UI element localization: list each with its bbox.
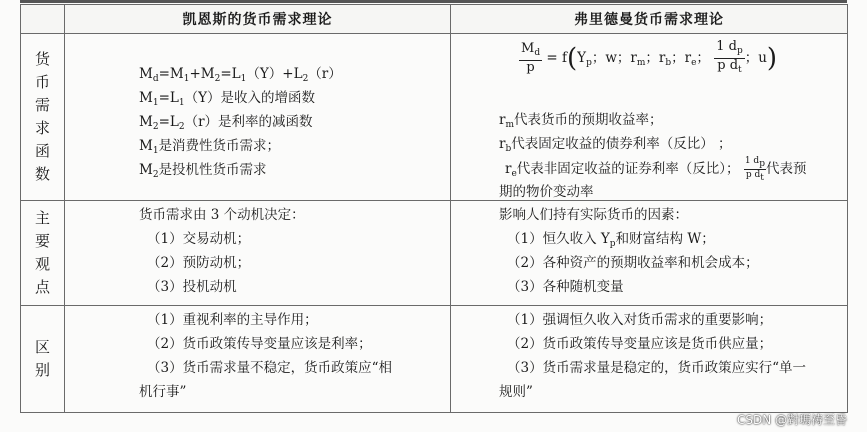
- row-differences: [21, 306, 848, 413]
- keynes-motive-2: （2）预防动机；: [147, 255, 251, 271]
- label-char: 币: [34, 73, 50, 91]
- keynes-function-cell: [65, 34, 451, 201]
- keynes-l1-line: $M_1=L_1(Y)$是收入的增函数: [139, 90, 315, 108]
- keynes-m2-line: $M_2$是投机性货币需求: [139, 162, 267, 180]
- label-char: 区: [34, 338, 50, 356]
- label-char: 数: [34, 165, 50, 183]
- friedman-views-cell: [451, 201, 848, 306]
- dp-dt-fraction: $\frac{1 d_p}{p d_t}$: [716, 39, 743, 75]
- label-char: 求: [34, 119, 50, 137]
- label-char: 货: [34, 50, 50, 68]
- keynes-l2-line: $M_2=L_2(r)$是利率的减函数: [139, 114, 313, 132]
- label-char: 要: [34, 232, 50, 250]
- label-char: 需: [34, 96, 50, 114]
- row-label-demand-function: [21, 34, 65, 201]
- friedman-rm-line: $r_m$代表货币的预期收益率；: [499, 112, 663, 130]
- row-label-main-views: [21, 201, 65, 306]
- inflation-fraction: $\frac{1 d_p}{p d_t}$: [744, 156, 765, 183]
- header-blank: [21, 5, 65, 34]
- row-main-views: [21, 201, 848, 306]
- friedman-function-cell: [451, 34, 848, 201]
- keynes-motive-1: （1）交易动机；: [147, 231, 251, 247]
- watermark: CSDN @對瑪祷至昏: [736, 413, 847, 427]
- friedman-factor-3: （3）各种随机变量: [507, 279, 624, 295]
- friedman-factor-1: （1）恒久收入 $Y_p$和财富结构 W；: [507, 231, 715, 249]
- keynes-motive-3: （3）投机动机: [147, 279, 237, 295]
- friedman-rb-line: $r_b$代表固定收益的债券利率（反比） ；: [499, 136, 732, 154]
- keynes-equation: $M_d=M_1+M_2=L_1(Y)+L_2(r)$: [139, 66, 342, 84]
- label-char: 观: [34, 255, 50, 273]
- friedman-diff-3-cont: 规则”: [499, 384, 533, 400]
- comparison-table: [20, 4, 848, 413]
- keynes-differences-cell: [65, 306, 451, 413]
- label-char: 函: [34, 142, 50, 160]
- keynes-diff-3: （3）货币需求量不稳定，货币政策应“相: [147, 360, 392, 376]
- friedman-factor-2: （2）各种资产的预期收益率和机会成本；: [507, 255, 759, 271]
- label-char: 主: [34, 209, 50, 227]
- top-rule: [20, 0, 847, 3]
- label-char: 点: [34, 278, 50, 296]
- header-keynes: 凯恩斯的货币需求理论: [65, 5, 451, 34]
- friedman-re-line: $r_e$代表非固定收益的证券利率（反比）； $\frac{1 d_p}{p d_t}$ 代表预: [505, 156, 807, 183]
- keynes-diff-3-cont: 机行事”: [139, 384, 187, 400]
- row-label-differences: [21, 306, 65, 413]
- keynes-m1-line: $M_1$是消费性货币需求；: [139, 138, 281, 156]
- friedman-diff-1: （1）强调恒久收入对货币需求的重要影响；: [507, 312, 773, 328]
- keynes-views-cell: [65, 201, 451, 306]
- label-char: 别: [34, 361, 50, 379]
- header-row: [21, 5, 848, 34]
- md-over-p-fraction: $\frac{M_d}{p}$: [521, 41, 541, 75]
- friedman-views-intro: 影响人们持有实际货币的因素：: [499, 207, 688, 223]
- friedman-formula: $\frac{M_d}{p}$ = $f(Y_p$；w；$r_m$；$r_b$；$r_e$； $\frac{1 d_p}{p d_t}$ ；u): [521, 39, 778, 75]
- row-demand-function: [21, 34, 848, 201]
- friedman-differences-cell: [451, 306, 848, 413]
- keynes-diff-2: （2）货币政策传导变量应该是利率；: [147, 336, 372, 352]
- header-friedman: 弗里德曼货币需求理论: [451, 5, 848, 34]
- friedman-diff-3: （3）货币需求量是稳定的，货币政策应实行“单一: [507, 360, 806, 376]
- friedman-diff-2: （2）货币政策传导变量应该是货币供应量；: [507, 336, 773, 352]
- friedman-inflation-line: 期的物价变动率: [499, 184, 594, 200]
- keynes-diff-1: （1）重视利率的主导作用；: [147, 312, 318, 328]
- keynes-views-intro: 货币需求由 3 个动机决定：: [139, 207, 305, 223]
